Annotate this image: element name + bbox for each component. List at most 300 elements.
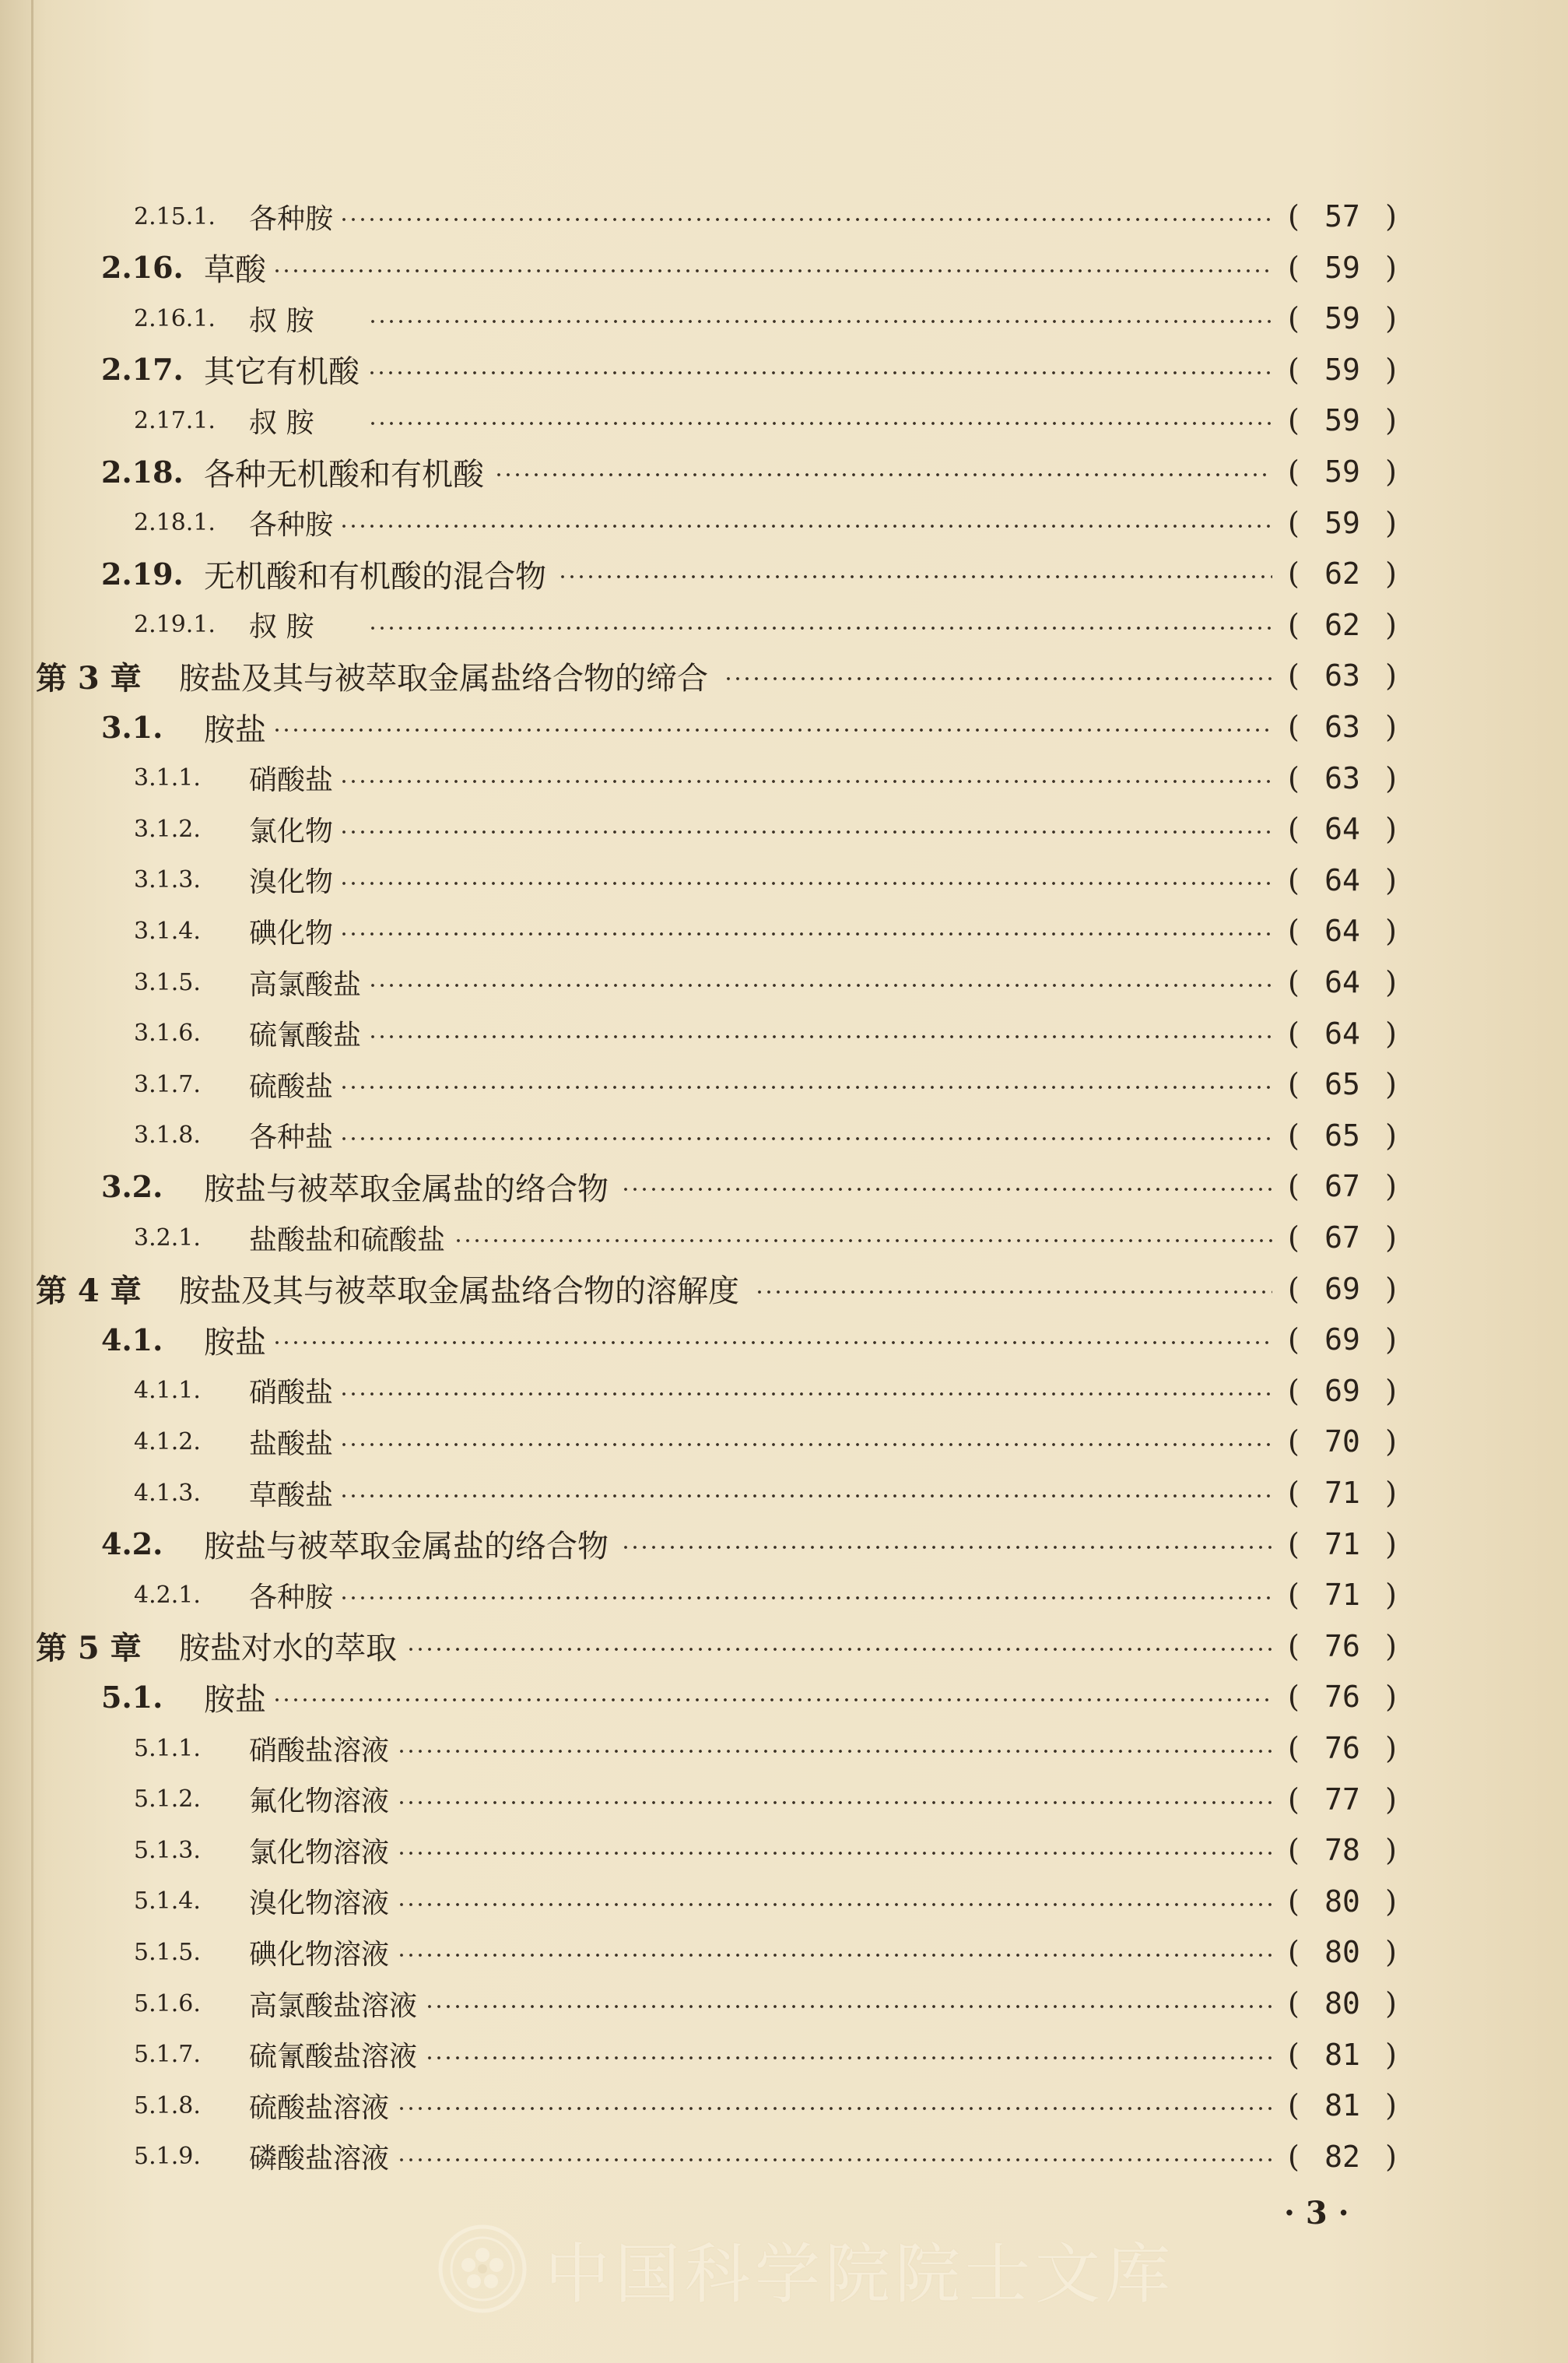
toc-page-number: 59	[1324, 455, 1360, 489]
toc-page-number: 76	[1324, 1680, 1360, 1715]
toc-section-title: 溴化物	[249, 866, 334, 899]
toc-section-number: 2.15.1.	[134, 202, 216, 230]
toc-page-ref	[1288, 658, 1397, 693]
paren-open: (	[1288, 2088, 1300, 2123]
paren-close: )	[1385, 1986, 1397, 2021]
toc-page-ref	[1288, 1169, 1397, 1203]
toc-page-ref	[1288, 1782, 1397, 1817]
toc-section-number: 3.1.6.	[134, 1020, 201, 1048]
toc-section-number: 4.2.1.	[134, 1581, 201, 1609]
paren-open: (	[1288, 914, 1300, 949]
toc-page-number: 69	[1324, 1373, 1360, 1408]
toc-entry-row[interactable]	[0, 2080, 1568, 2131]
dot-leader	[454, 1238, 1272, 1244]
toc-entry-row[interactable]	[0, 1314, 1568, 1365]
toc-section-number: 2.19.	[101, 556, 184, 592]
paren-open: (	[1288, 1271, 1300, 1306]
toc-entry-row[interactable]	[0, 1978, 1568, 2029]
toc-page-ref	[1288, 1272, 1397, 1306]
toc-page-number: 64	[1324, 914, 1360, 949]
toc-page-number: 59	[1324, 403, 1360, 438]
toc-page-ref	[1288, 1629, 1397, 1663]
toc-section-title: 胺盐	[204, 1681, 266, 1718]
toc-entry-row[interactable]	[0, 191, 1568, 242]
paren-close: )	[1385, 1628, 1397, 1663]
paren-close: )	[1385, 607, 1397, 642]
toc-page-number: 63	[1324, 710, 1360, 744]
toc-section-title: 无机酸和有机酸的混合物	[204, 558, 546, 595]
dot-leader	[425, 2003, 1272, 2010]
toc-section-number: 4.1.3.	[134, 1479, 201, 1507]
toc-section-title: 胺盐	[204, 1324, 266, 1361]
dot-leader	[368, 420, 1272, 427]
toc-entry-row[interactable]	[0, 599, 1568, 651]
paren-open: (	[1288, 1833, 1300, 1868]
paren-close: )	[1385, 658, 1397, 693]
toc-section-number: 2.16.	[101, 250, 184, 286]
toc-page-ref	[1288, 506, 1397, 540]
toc-page-number: 59	[1324, 352, 1360, 387]
paren-open: (	[1288, 301, 1300, 336]
dot-leader	[368, 982, 1272, 988]
watermark-text: 中国科学院院士文库	[545, 2235, 1176, 2312]
dot-leader	[368, 1034, 1272, 1040]
dot-leader	[397, 1799, 1272, 1806]
toc-section-number: 第 4 章	[36, 1273, 142, 1310]
toc-section-title: 叔 胺	[249, 406, 314, 439]
toc-entry-row[interactable]	[0, 1519, 1568, 1570]
paren-open: (	[1288, 1731, 1300, 1765]
toc-section-number: 3.1.1.	[134, 764, 201, 792]
toc-section-title: 硝酸盐	[249, 1377, 334, 1410]
dot-leader	[406, 1646, 1272, 1652]
paren-open: (	[1288, 760, 1300, 795]
toc-page-number: 76	[1324, 1731, 1360, 1765]
paren-close: )	[1385, 301, 1397, 336]
toc-entry-row[interactable]	[0, 1824, 1568, 1876]
toc-section-number: 第 5 章	[36, 1630, 142, 1667]
emblem-icon	[436, 2222, 529, 2316]
toc-entry-row[interactable]	[0, 242, 1568, 293]
dot-leader	[339, 523, 1272, 529]
paren-close: )	[1385, 1731, 1397, 1765]
toc-section-title: 各种胺	[249, 202, 334, 235]
toc-entry-row[interactable]	[0, 1110, 1568, 1161]
toc-page-number: 65	[1324, 1067, 1360, 1102]
toc-section-title: 碘化物	[249, 917, 334, 950]
paren-close: )	[1385, 199, 1397, 233]
paren-close: )	[1385, 2088, 1397, 2123]
paren-open: (	[1288, 965, 1300, 999]
toc-page-ref	[1288, 1731, 1397, 1765]
paren-close: )	[1385, 403, 1397, 438]
toc-section-number: 5.1.6.	[134, 1989, 201, 2017]
toc-entry-row[interactable]	[0, 1160, 1568, 1212]
paren-open: (	[1288, 658, 1300, 693]
dot-leader	[621, 1186, 1272, 1192]
toc-section-number: 5.1.3.	[134, 1836, 201, 1864]
dot-leader	[397, 1850, 1272, 1856]
toc-section-title: 各种无机酸和有机酸	[204, 456, 484, 493]
toc-section-title: 碘化物溶液	[249, 1938, 390, 1971]
toc-page-number: 63	[1324, 760, 1360, 795]
paren-open: (	[1288, 1782, 1300, 1817]
toc-page-ref	[1288, 403, 1397, 437]
toc-page-number: 64	[1324, 812, 1360, 847]
paren-open: (	[1288, 455, 1300, 489]
dot-leader	[339, 1084, 1272, 1090]
paren-close: )	[1385, 1935, 1397, 1970]
toc-section-number: 3.1.3.	[134, 866, 201, 894]
toc-section-title: 溴化物溶液	[249, 1887, 390, 1920]
dot-leader	[339, 1136, 1272, 1142]
toc-section-number: 4.1.	[101, 1322, 163, 1357]
toc-section-number: 3.1.8.	[134, 1122, 201, 1150]
toc-page-ref	[1288, 965, 1397, 999]
toc-section-title: 胺盐	[204, 711, 266, 748]
toc-page-ref	[1288, 761, 1397, 795]
dot-leader	[724, 676, 1272, 682]
toc-page-ref	[1288, 1680, 1397, 1714]
paren-open: (	[1288, 1578, 1300, 1613]
toc-page-ref	[1288, 863, 1397, 897]
paren-close: )	[1385, 1476, 1397, 1510]
dot-leader	[272, 1340, 1272, 1346]
paren-close: )	[1385, 1220, 1397, 1255]
toc-page-number: 71	[1324, 1476, 1360, 1510]
toc-section-title: 胺盐及其与被萃取金属盐络合物的缔合	[179, 660, 708, 697]
paren-open: (	[1288, 2139, 1300, 2174]
paren-open: (	[1288, 199, 1300, 233]
toc-entry-row[interactable]	[0, 1467, 1568, 1519]
toc-entry-row[interactable]	[0, 701, 1568, 753]
toc-page-number: 59	[1324, 250, 1360, 285]
dot-leader	[339, 829, 1272, 835]
paren-close: )	[1385, 1833, 1397, 1868]
toc-section-number: 5.1.8.	[134, 2091, 201, 2119]
toc-section-number: 4.1.1.	[134, 1377, 201, 1405]
toc-entry-row[interactable]	[0, 1059, 1568, 1110]
toc-page-ref	[1288, 251, 1397, 285]
toc-page-number: 69	[1324, 1322, 1360, 1357]
paren-close: )	[1385, 1884, 1397, 1919]
toc-page-number: 80	[1324, 1986, 1360, 2021]
toc-page-number: 59	[1324, 505, 1360, 540]
paren-open: (	[1288, 557, 1300, 592]
paren-open: (	[1288, 403, 1300, 438]
paren-open: (	[1288, 2037, 1300, 2072]
page-number: · 3 ·	[1284, 2195, 1349, 2231]
dot-leader	[425, 2055, 1272, 2061]
toc-section-number: 2.18.	[101, 454, 184, 490]
toc-section-number: 2.17.	[101, 352, 184, 388]
paren-close: )	[1385, 557, 1397, 592]
toc-page-number: 80	[1324, 1935, 1360, 1970]
paren-close: )	[1385, 1680, 1397, 1715]
toc-section-title: 各种盐	[249, 1122, 334, 1154]
paren-close: )	[1385, 965, 1397, 999]
toc-entry-row[interactable]	[0, 2131, 1568, 2182]
toc-section-title: 叔 胺	[249, 611, 314, 644]
dot-leader	[339, 216, 1272, 223]
toc-entry-row[interactable]	[0, 1774, 1568, 1825]
toc-entry-row[interactable]	[0, 548, 1568, 599]
toc-section-title: 其它有机酸	[204, 354, 360, 391]
paren-open: (	[1288, 1935, 1300, 1970]
toc-section-title: 盐酸盐和硫酸盐	[249, 1224, 446, 1256]
toc-section-title: 胺盐与被萃取金属盐的络合物	[204, 1529, 609, 1565]
toc-page-ref	[1288, 455, 1397, 489]
toc-page-ref	[1288, 199, 1397, 233]
toc-section-number: 5.1.2.	[134, 1785, 201, 1814]
toc-section-title: 硫氰酸盐溶液	[249, 2041, 418, 2073]
dot-leader	[397, 2105, 1272, 2112]
toc-section-number: 5.1.4.	[134, 1887, 201, 1915]
toc-page-number: 67	[1324, 1169, 1360, 1204]
paren-open: (	[1288, 352, 1300, 387]
toc-section-title: 各种胺	[249, 1581, 334, 1613]
toc-entry-row[interactable]	[0, 753, 1568, 804]
toc-section-number: 第 3 章	[36, 659, 142, 697]
toc-section-number: 5.1.1.	[134, 1734, 201, 1762]
toc-chapter-row[interactable]	[0, 1620, 1568, 1672]
toc-section-title: 高氯酸盐	[249, 968, 362, 1001]
toc-section-title: 硝酸盐溶液	[249, 1734, 390, 1767]
paren-close: )	[1385, 352, 1397, 387]
toc-page-number: 76	[1324, 1628, 1360, 1663]
dot-leader	[397, 1901, 1272, 1908]
dot-leader	[368, 318, 1272, 325]
toc-page-ref	[1288, 710, 1397, 744]
paren-open: (	[1288, 1373, 1300, 1408]
toc-page-ref	[1288, 1118, 1397, 1153]
toc-page-number: 62	[1324, 607, 1360, 642]
toc-entry-row[interactable]	[0, 446, 1568, 497]
dot-leader	[339, 778, 1272, 785]
toc-entry-row[interactable]	[0, 1212, 1568, 1263]
dot-leader	[558, 574, 1272, 580]
toc-page-ref	[1288, 2140, 1397, 2174]
toc-entry-row[interactable]	[0, 905, 1568, 957]
toc-entry-row[interactable]	[0, 803, 1568, 855]
toc-section-number: 3.1.	[101, 709, 163, 745]
toc-page-number: 71	[1324, 1578, 1360, 1613]
toc-entry-row[interactable]	[0, 1569, 1568, 1620]
toc-page-ref	[1288, 812, 1397, 846]
toc-section-number: 3.2.	[101, 1168, 163, 1204]
toc-section-number: 3.1.4.	[134, 917, 201, 945]
toc-section-number: 5.1.5.	[134, 1938, 201, 1966]
toc-page-number: 81	[1324, 2037, 1360, 2072]
dot-leader	[494, 472, 1272, 478]
dot-leader	[397, 1748, 1272, 1754]
toc-page-number: 67	[1324, 1220, 1360, 1255]
paren-open: (	[1288, 1884, 1300, 1919]
toc-entry-row[interactable]	[0, 293, 1568, 344]
toc-entry-row[interactable]	[0, 957, 1568, 1008]
dot-leader	[621, 1544, 1272, 1550]
toc-page-number: 64	[1324, 965, 1360, 999]
toc-page-ref	[1288, 1374, 1397, 1408]
toc-page-ref	[1288, 1220, 1397, 1255]
toc-entry-row[interactable]	[0, 1365, 1568, 1417]
toc-page-ref	[1288, 1067, 1397, 1101]
dot-leader	[339, 1595, 1272, 1601]
toc-section-number: 3.2.1.	[134, 1224, 201, 1252]
paren-close: )	[1385, 1373, 1397, 1408]
toc-section-number: 3.1.2.	[134, 815, 201, 843]
toc-page-number: 64	[1324, 1016, 1360, 1051]
paren-open: (	[1288, 710, 1300, 744]
paren-open: (	[1288, 1016, 1300, 1051]
dot-leader	[339, 1391, 1272, 1397]
toc-section-title: 盐酸盐	[249, 1427, 334, 1460]
paren-close: )	[1385, 1016, 1397, 1051]
toc-section-number: 5.1.	[101, 1679, 163, 1715]
toc-section-title: 胺盐对水的萃取	[179, 1631, 397, 1667]
dot-leader	[397, 2157, 1272, 2163]
toc-section-title: 氯化物溶液	[249, 1836, 390, 1869]
toc-section-title: 氟化物溶液	[249, 1785, 390, 1818]
toc-section-title: 磷酸盐溶液	[249, 2143, 390, 2175]
paren-close: )	[1385, 1782, 1397, 1817]
toc-entry-row[interactable]	[0, 1722, 1568, 1774]
toc-section-number: 2.16.1.	[134, 304, 216, 332]
paren-close: )	[1385, 710, 1397, 744]
toc-entry-row[interactable]	[0, 497, 1568, 549]
toc-page-number: 69	[1324, 1271, 1360, 1306]
toc-page-ref	[1288, 557, 1397, 591]
toc-page-ref	[1288, 2038, 1397, 2072]
paren-close: )	[1385, 1067, 1397, 1102]
toc-section-number: 2.17.1.	[134, 406, 216, 434]
dot-leader	[755, 1289, 1272, 1295]
toc-page-number: 62	[1324, 557, 1360, 592]
toc-chapter-row[interactable]	[0, 650, 1568, 701]
toc-page-number: 71	[1324, 1526, 1360, 1561]
toc-page-ref	[1288, 1322, 1397, 1357]
toc-section-title: 硫酸盐溶液	[249, 2091, 390, 2124]
paren-close: )	[1385, 1169, 1397, 1204]
paren-open: (	[1288, 1476, 1300, 1510]
paren-close: )	[1385, 1322, 1397, 1357]
toc-page-ref	[1288, 1527, 1397, 1561]
toc-entry-row[interactable]	[0, 1876, 1568, 1927]
paren-open: (	[1288, 607, 1300, 642]
toc-page-number: 64	[1324, 862, 1360, 897]
toc-section-title: 硫氰酸盐	[249, 1020, 362, 1052]
toc-page-number: 80	[1324, 1884, 1360, 1919]
toc-page-ref	[1288, 2088, 1397, 2122]
paren-close: )	[1385, 760, 1397, 795]
paren-open: (	[1288, 250, 1300, 285]
paren-close: )	[1385, 2037, 1397, 2072]
paren-close: )	[1385, 1118, 1397, 1153]
toc-page-ref	[1288, 914, 1397, 948]
dot-leader	[272, 268, 1272, 274]
paren-open: (	[1288, 1169, 1300, 1204]
dot-leader	[368, 625, 1272, 631]
toc-entry-row[interactable]	[0, 2029, 1568, 2080]
toc-chapter-row[interactable]	[0, 1263, 1568, 1315]
watermark	[436, 2222, 1175, 2316]
toc-entry-row[interactable]	[0, 855, 1568, 906]
paren-open: (	[1288, 1986, 1300, 2021]
paren-open: (	[1288, 812, 1300, 847]
toc-section-title: 高氯酸盐溶液	[249, 1989, 418, 2022]
toc-section-title: 叔 胺	[249, 304, 314, 337]
toc-page-ref	[1288, 1424, 1397, 1459]
toc-section-title: 草酸盐	[249, 1479, 334, 1512]
paren-open: (	[1288, 1322, 1300, 1357]
toc-page-number: 82	[1324, 2139, 1360, 2174]
toc-section-number: 3.1.5.	[134, 968, 201, 996]
toc-entry-row[interactable]	[0, 1926, 1568, 1978]
toc-entry-row[interactable]	[0, 395, 1568, 446]
paren-open: (	[1288, 505, 1300, 540]
toc-page-ref	[1288, 1016, 1397, 1051]
paren-open: (	[1288, 1118, 1300, 1153]
toc-page-number: 57	[1324, 199, 1360, 233]
toc-section-title: 硝酸盐	[249, 764, 334, 797]
paren-close: )	[1385, 1526, 1397, 1561]
toc-section-title: 硫酸盐	[249, 1070, 334, 1103]
paren-close: )	[1385, 2139, 1397, 2174]
dot-leader	[339, 1493, 1272, 1499]
toc-page-number: 81	[1324, 2088, 1360, 2123]
dot-leader	[339, 931, 1272, 937]
toc-section-number: 5.1.9.	[134, 2143, 201, 2171]
toc-page-number: 59	[1324, 301, 1360, 336]
paren-close: )	[1385, 505, 1397, 540]
toc-page-ref	[1288, 1884, 1397, 1919]
toc-entry-row[interactable]	[0, 1008, 1568, 1059]
toc-section-number: 2.19.1.	[134, 611, 216, 639]
toc-page-number: 65	[1324, 1118, 1360, 1153]
toc-section-title: 胺盐及其与被萃取金属盐络合物的溶解度	[179, 1273, 739, 1310]
paren-close: )	[1385, 862, 1397, 897]
toc-section-number: 3.1.7.	[134, 1070, 201, 1098]
toc-page-number: 63	[1324, 658, 1360, 693]
toc-page-ref	[1288, 1935, 1397, 1969]
paren-close: )	[1385, 914, 1397, 949]
dot-leader	[339, 1441, 1272, 1448]
dot-leader	[367, 370, 1272, 376]
toc-section-number: 5.1.7.	[134, 2041, 201, 2069]
paren-open: (	[1288, 1680, 1300, 1715]
toc-entry-row[interactable]	[0, 1671, 1568, 1722]
toc-page-ref	[1288, 1986, 1397, 2021]
toc-page-ref	[1288, 1833, 1397, 1867]
toc-section-title: 氯化物	[249, 815, 334, 848]
paren-close: )	[1385, 1578, 1397, 1613]
toc-section-title: 胺盐与被萃取金属盐的络合物	[204, 1171, 609, 1207]
toc-section-number: 4.2.	[101, 1526, 163, 1562]
dot-leader	[397, 1952, 1272, 1958]
paren-open: (	[1288, 862, 1300, 897]
toc-entry-row[interactable]	[0, 1416, 1568, 1467]
toc-section-title: 各种胺	[249, 509, 334, 542]
toc-page-number: 78	[1324, 1833, 1360, 1868]
paren-close: )	[1385, 250, 1397, 285]
toc-section-number: 4.1.2.	[134, 1427, 201, 1455]
toc-page-ref	[1288, 1476, 1397, 1510]
paren-open: (	[1288, 1424, 1300, 1459]
paren-open: (	[1288, 1067, 1300, 1102]
toc-page-ref	[1288, 608, 1397, 642]
paren-open: (	[1288, 1526, 1300, 1561]
toc-entry-row[interactable]	[0, 344, 1568, 395]
